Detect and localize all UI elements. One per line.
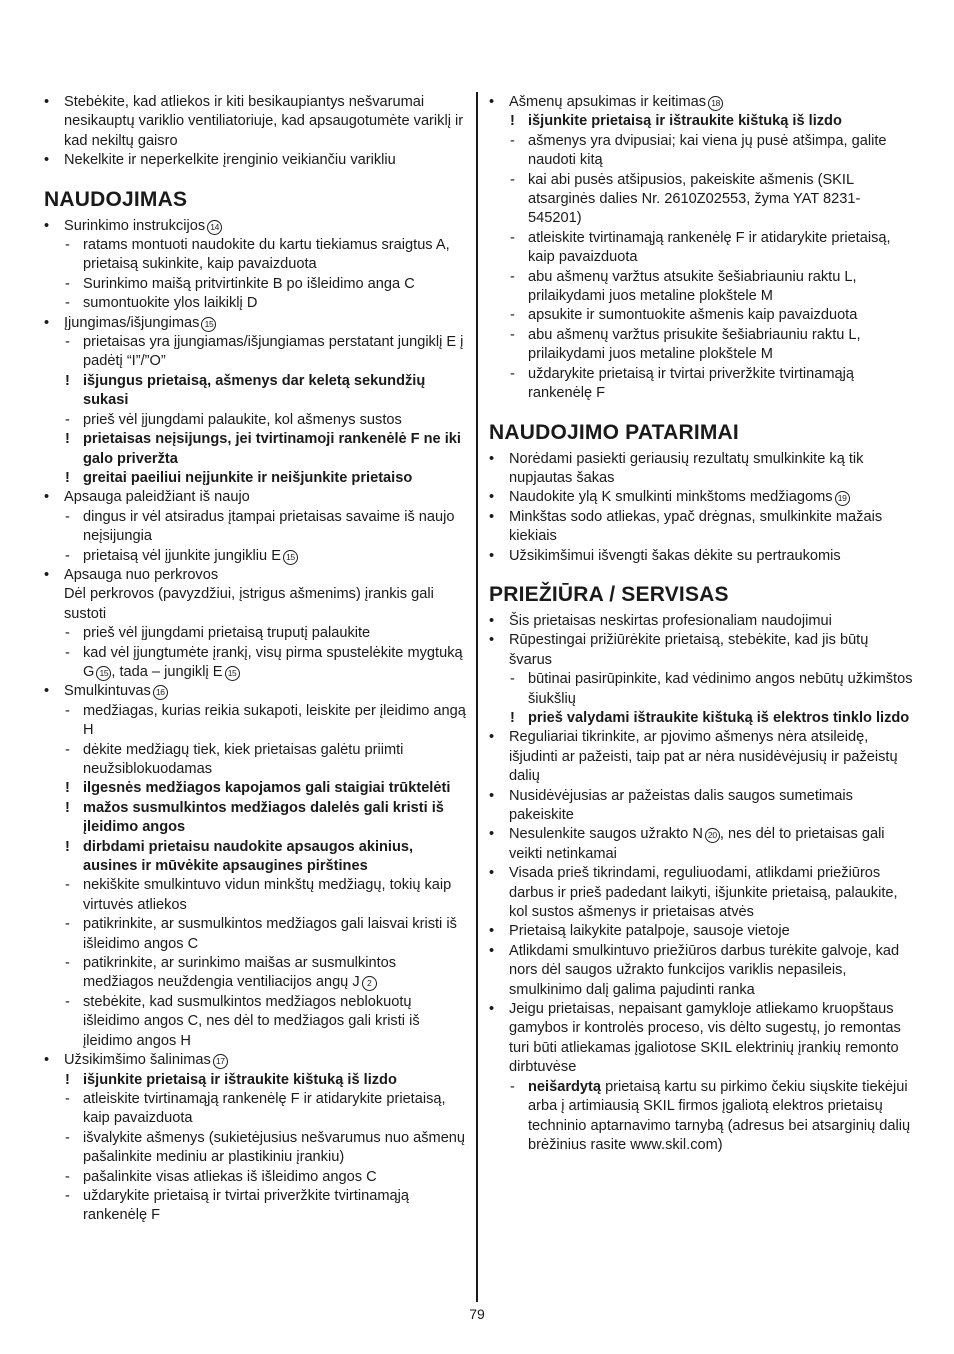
item-text: greitai paeiliui neįjunkite ir neišjunkite prietaiso [83, 469, 413, 486]
item-text: prieš valydami ištraukite kištuką iš elektros tinklo lizdo [528, 709, 910, 726]
warning-marker: ! [510, 113, 515, 130]
right-column [489, 93, 913, 1155]
bullet-item [489, 728, 913, 786]
bullet-item [44, 151, 468, 170]
item-text: Atlikdami smulkintuvo priežiūros darbus turėkite galvoje, kad nors dėl saugos užrakto funkcijos variklis nepasileis, smulkinimo dalį galima pajudinti ranka [509, 942, 900, 998]
bullet-item [489, 787, 913, 826]
warning-marker: ! [65, 838, 70, 855]
item-text: atleiskite tvirtinamąją rankenėlę F ir atidarykite prietaisą, kaip pavaizduota [83, 1090, 446, 1127]
item-text: Nesulenkite saugos užrakto N [509, 826, 703, 843]
dash-item [489, 326, 913, 365]
dash-item [44, 411, 468, 430]
section-heading: PRIEŽIŪRA / SERVISAS [489, 582, 729, 606]
item-text: dėkite medžiagų tiek, kiek prietaisas galėtu priimti neužsiblokuodamas [83, 741, 404, 777]
item-text: Norėdami pasiekti geriausių rezultatų smulkinkite ką tik nupjautas šakas [509, 450, 864, 486]
dash-item [44, 741, 468, 780]
dash-item [44, 993, 468, 1051]
item-text: prietaisą kartu su pirkimo čekiu siųskite tiekėjui arba į artimiausią SKIL firmos įgaliotą elektros prietaisų techninio aptarnavimo tarnybą (adresus bei atsarginių dalių brėžinius rasite www.skil.com) [528, 1078, 911, 1153]
warning-item [489, 709, 913, 728]
item-text: prietaisas yra įjungiamas/išjungiamas perstatant jungiklį E į padėtį “I”/”O” [83, 334, 464, 370]
figure-ref-number: 15 [283, 550, 298, 565]
item-text: Nusidėvėjusias ar pažeistas dalis saugos sumetimais pakeiskite [509, 787, 853, 823]
figure-ref-number: 16 [153, 685, 168, 700]
column-divider [476, 92, 478, 1302]
list-marker: - [510, 307, 515, 324]
dash-item [44, 915, 468, 954]
dash-item [489, 365, 913, 404]
list-marker: • [44, 94, 50, 110]
bullet-item [44, 1051, 468, 1070]
item-text: Užsikimšimui išvengti šakas dėkite su pertraukomis [509, 547, 841, 564]
item-text: kai abi pusės atšipusios, pakeiskite ašmenis (SKIL atsarginės dalies Nr. 2610Z02553, žyma YAT 8231-545201) [528, 171, 861, 227]
list-marker: - [65, 877, 70, 894]
bullet-item [44, 488, 468, 507]
bullet-item [489, 825, 913, 864]
list-marker: • [44, 489, 50, 506]
bullet-item [44, 682, 468, 701]
item-text: dirbdami prietaisu naudokite apsaugos akinius, ausines ir mūvėkite apsaugines pirštines [83, 838, 414, 875]
dash-item [489, 171, 913, 229]
item-text: ratams montuoti naudokite du kartu tiekiamus sraigtus A, prietaisą sukinkite, kaip pavaizduota [83, 237, 450, 273]
item-text: Šis prietaisas neskirtas profesionaliam naudojimui [509, 612, 832, 629]
list-marker: • [44, 217, 50, 234]
dash-item [44, 644, 468, 683]
figure-ref-number: 2 [362, 976, 377, 991]
list-marker: - [65, 993, 70, 1010]
bullet-item [489, 488, 913, 507]
warning-marker: ! [65, 431, 70, 448]
list-marker: - [65, 916, 70, 933]
dash-item [44, 876, 468, 915]
paragraph [44, 585, 468, 624]
dash-item [44, 508, 468, 547]
item-text: , nes dėl to prietaisas gali veikti netinkamai [509, 826, 885, 862]
item-text: išjunkite prietaisą ir ištraukite kištuką iš lizdo [83, 1071, 397, 1088]
list-marker: • [489, 923, 495, 940]
item-text: Užsikimšimo šalinimas [64, 1052, 211, 1069]
dash-item [44, 275, 468, 294]
bullet-item [44, 566, 468, 585]
item-text: išjungus prietaisą, ašmenys dar keletą sekundžių sukasi [83, 372, 426, 409]
list-marker: - [65, 741, 70, 758]
item-text: dingus ir vėl atsiradus įtampai prietaisas savaime iš naujo neįsijungia [83, 508, 455, 545]
item-text: pašalinkite visas atliekas iš išleidimo angos C [83, 1168, 377, 1185]
list-marker: - [65, 547, 70, 564]
dash-item [44, 1187, 468, 1226]
dash-item [489, 1078, 913, 1156]
list-marker: - [65, 702, 70, 719]
list-marker: - [510, 132, 515, 149]
list-marker: - [510, 171, 515, 188]
bullet-item [489, 547, 913, 566]
item-text: prieš vėl įjungdami palaukite, kol ašmenys sustos [83, 411, 402, 428]
item-text: Minkštas sodo atliekas, ypač drėgnas, smulkinkite mažais kiekiais [509, 508, 883, 545]
list-marker: - [510, 229, 515, 246]
figure-ref-number: 15 [96, 666, 111, 681]
warning-item [44, 430, 468, 469]
warning-item [44, 469, 468, 488]
item-text: Stebėkite, kad atliekos ir kiti besikaupiantys nešvarumai nesikauptų variklio ventiliatoriuje, kad apsaugotumėte variklį ir kad nekiltų gaisro [64, 94, 464, 149]
list-marker: • [44, 314, 50, 331]
list-marker: • [489, 632, 495, 649]
item-text: patikrinkite, ar susmulkintos medžiagos gali laisvai kristi iš išleidimo angos C [83, 916, 457, 952]
list-marker: - [65, 1090, 70, 1107]
dash-item [44, 1090, 468, 1129]
dash-item [489, 670, 913, 709]
dash-item [44, 624, 468, 643]
list-marker: - [65, 1129, 70, 1146]
warning-marker: ! [65, 469, 70, 486]
list-marker: - [65, 955, 70, 972]
item-text: abu ašmenų varžtus atsukite šešiabriauniu raktu L, prilaikydami juos metaline plokštele M [528, 268, 857, 305]
item-text: Naudokite ylą K smulkinti minkštoms medžiagoms [509, 489, 833, 506]
section-heading: NAUDOJIMO PATARIMAI [489, 420, 739, 444]
list-marker: - [65, 334, 70, 351]
list-marker: - [510, 326, 515, 343]
item-text: prietaisas neįsijungs, jei tvirtinamoji rankenėlė F ne iki galo priveržta [83, 431, 461, 467]
list-marker: - [510, 1078, 515, 1095]
dash-item [489, 268, 913, 307]
left-column [44, 93, 468, 1226]
item-text: stebėkite, kad susmulkintos medžiagos neblokuotų išleidimo angos C, nes dėl to medžiagos gali kristi iš įleidimo angos H [83, 993, 420, 1049]
item-text: Visada prieš tikrindami, reguliuodami, atlikdami priežiūros darbus ir prieš padedant laikyti, išjunkite prietaisą, palaukite, kol sustos ašmenys ir prietaisas atvės [509, 865, 898, 921]
list-marker: • [489, 450, 495, 467]
item-text: Prietaisą laikykite patalpoje, sausoje vietoje [509, 923, 790, 940]
list-marker: - [510, 268, 515, 285]
bullet-item [489, 1000, 913, 1078]
figure-ref-number: 19 [835, 491, 850, 506]
bullet-item [44, 93, 468, 151]
list-marker: - [65, 1168, 70, 1185]
item-text: Įjungimas/išjungimas [64, 314, 200, 331]
dash-item [44, 547, 468, 566]
dash-item [44, 702, 468, 741]
list-marker: - [65, 625, 70, 642]
list-marker: • [489, 612, 495, 629]
item-text: išjunkite prietaisą ir ištraukite kištuką iš lizdo [528, 113, 842, 130]
dash-item [489, 229, 913, 268]
item-text: Surinkimo instrukcijos [64, 217, 206, 234]
bullet-item [489, 450, 913, 489]
item-text: Surinkimo maišą pritvirtinkite B po išleidimo anga C [83, 275, 415, 292]
bullet-item [489, 612, 913, 631]
list-marker: • [489, 489, 495, 506]
item-text: Nekelkite ir neperkelkite įrenginio veikiančiu varikliu [64, 152, 396, 169]
figure-ref-number: 18 [708, 96, 723, 111]
item-text: būtinai pasirūpinkite, kad vėdinimo angos nebūtų užkimštos šiukšlių [528, 671, 913, 707]
list-marker: • [489, 508, 495, 525]
item-text: apsukite ir sumontuokite ašmenis kaip pavaizduota [528, 307, 858, 324]
item-text: , tada – jungiklį E [111, 663, 223, 680]
item-text: uždarykite prietaisą ir tvirtai priveržkite tvirtinamąją rankenėlę F [83, 1187, 410, 1224]
list-marker: • [489, 94, 495, 110]
warning-item [44, 1071, 468, 1090]
bullet-item [489, 922, 913, 941]
list-marker: - [65, 644, 70, 661]
bullet-item [489, 942, 913, 1000]
list-marker: • [489, 1001, 495, 1018]
item-text: sumontuokite ylos laikiklį D [83, 295, 258, 312]
page-number: 79 [469, 1306, 485, 1322]
list-marker: - [510, 365, 515, 382]
item-text: Jeigu prietaisas, nepaisant gamykloje atliekamo kruopštaus gamybos ir kontrolės proceso, vis dėlto sugestų, jo remontas turi būti atliekamas įgaliotose SKIL elektrinių įrankių remonto dirbtuvėse [509, 1001, 901, 1076]
figure-ref-number: 14 [207, 220, 222, 235]
warning-marker: ! [65, 1071, 70, 1088]
item-text: atleiskite tvirtinamąją rankenėlę F ir atidarykite prietaisą, kaip pavaizduota [528, 229, 891, 266]
list-marker: - [510, 671, 515, 688]
item-text: Smulkintuvas [64, 683, 151, 700]
list-marker: - [65, 1187, 70, 1204]
list-marker: - [65, 508, 70, 525]
bullet-item [44, 217, 468, 236]
dash-item [489, 132, 913, 171]
item-text: prieš vėl įjungdami prietaisą truputį palaukite [83, 625, 371, 642]
list-marker: - [65, 237, 70, 254]
dash-item [44, 1129, 468, 1168]
list-marker: • [489, 729, 495, 746]
list-marker: • [44, 152, 50, 169]
list-marker: • [44, 1052, 50, 1069]
list-marker: • [44, 566, 50, 583]
figure-ref-number: 15 [225, 666, 240, 681]
bullet-item [489, 864, 913, 922]
item-text: Reguliariai tikrinkite, ar pjovimo ašmenys nėra atsileidę, išjudinti ar pažeisti, taip pat ar nėra nusidėvėjusių ir pažeistų dalių [509, 729, 898, 785]
figure-ref-number: 17 [213, 1054, 228, 1069]
item-text: nekiškite smulkintuvo vidun minkštų medžiagų, tokių kaip virtuvės atliekos [83, 877, 452, 913]
item-text: medžiagas, kurias reikia sukapoti, leiskite per įleidimo angą H [83, 702, 466, 739]
dash-item [489, 306, 913, 325]
item-text: mažos susmulkintos medžiagos dalelės gali kristi iš įleidimo angos [83, 799, 444, 836]
warning-marker: ! [65, 372, 70, 389]
bullet-item [489, 93, 913, 112]
item-text: Apsauga nuo perkrovos [64, 566, 219, 583]
section-heading: NAUDOJIMAS [44, 187, 188, 211]
item-text: patikrinkite, ar surinkimo maišas ar susmulkintos medžiagos neuždengia ventiliacijos angų J [83, 955, 397, 991]
bullet-item [44, 314, 468, 333]
list-marker: - [65, 411, 70, 428]
item-text: abu ašmenų varžtus prisukite šešiabriauniu raktu L, prilaikydami juos metaline plokštele M [528, 326, 861, 363]
list-marker: - [65, 275, 70, 292]
list-marker: • [44, 683, 50, 700]
list-marker: • [489, 826, 495, 843]
item-text: išvalykite ašmenys (sukietėjusius nešvarumus nuo ašmenų pašalinkite mediniu ar plastikiniu įrankiu) [83, 1129, 466, 1166]
list-marker: • [489, 787, 495, 804]
item-text: ašmenys yra dvipusiai; kai viena jų pusė atšimpa, galite naudoti kitą [528, 132, 887, 169]
warning-item [44, 799, 468, 838]
item-text: kad vėl įjungtumėte įrankį, visų pirma spustelėkite mygtuką G [83, 644, 463, 680]
item-text: Dėl perkrovos (pavyzdžiui, įstrigus ašmenims) įrankis gali sustoti [64, 586, 434, 622]
dash-item [44, 236, 468, 275]
figure-ref-number: 15 [201, 317, 216, 332]
warning-item [44, 779, 468, 798]
dash-item [44, 333, 468, 372]
item-text: prietaisą vėl įjunkite jungikliu E [83, 547, 281, 564]
item-text: Ašmenų apsukimas ir keitimas [509, 94, 707, 110]
warning-marker: ! [510, 709, 515, 726]
item-text: ilgesnės medžiagos kapojamos gali staigiai trūktelėti [83, 780, 451, 797]
item-text: uždarykite prietaisą ir tvirtai priveržkite tvirtinamąją rankenėlę F [528, 365, 855, 402]
dash-item [44, 294, 468, 313]
warning-marker: ! [65, 799, 70, 816]
warning-item [44, 372, 468, 411]
dash-item [44, 1168, 468, 1187]
list-marker: • [489, 865, 495, 882]
figure-ref-number: 20 [705, 828, 720, 843]
list-marker: - [65, 295, 70, 312]
warning-item [489, 112, 913, 131]
emphasis-text: neišardytą [528, 1078, 602, 1095]
warning-marker: ! [65, 780, 70, 797]
bullet-item [489, 508, 913, 547]
bullet-item [489, 631, 913, 670]
list-marker: • [489, 942, 495, 959]
warning-item [44, 838, 468, 877]
dash-item [44, 954, 468, 993]
item-text: Apsauga paleidžiant iš naujo [64, 489, 250, 506]
item-text: Rūpestingai prižiūrėkite prietaisą, stebėkite, kad jis būtų švarus [509, 632, 869, 668]
list-marker: • [489, 547, 495, 564]
